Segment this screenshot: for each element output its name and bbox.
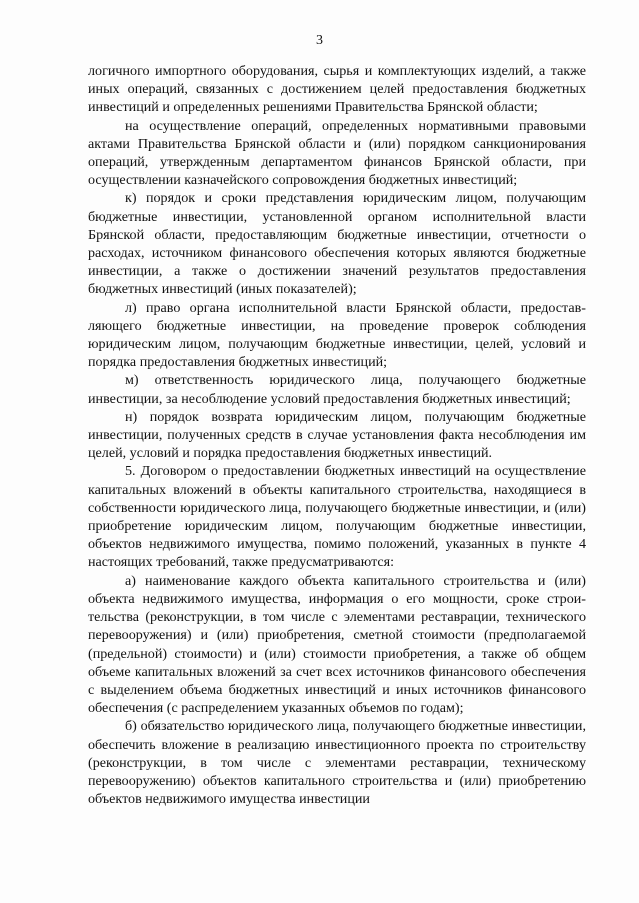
page-number: 3 (316, 33, 323, 48)
paragraph-section-5: 5. Договором о предоставлении бюджетных инвестиций на осуществление капитальных вложений в объекты капитального строительства, находящиеся в собственности юридического лица, получающего бюджетные инвестиции, и (или) приобретение юридическим лицом, получающим бюджетные инвестиции, объектов недвижимого имущества, помимо положений, указанных в пункте 4 настоящих требований, также предусматриваются: (88, 463, 586, 571)
paragraph-item-m: м) ответственность юридического лица, получающего бюджетные инвестиции, за несоблюдение условий предоставления бюджетных инвестиций; (88, 372, 586, 407)
paragraph-item-k: к) порядок и сроки представления юридическим лицом, получающим бюджетные инвестиции, установленной органом исполнительной власти Брянской области, предоставляющим бюджетные инвестиции, отчетности о расходах, источником финансового обеспечения которых являются бюджетные инвестиции, а также о достижении значений результатов предоставления бюджетных инвестиций (иных показателей); (88, 190, 586, 298)
paragraph-treasury-operations: на осуществление операций, определенных нормативными правовыми актами Правительства Брянской области и (или) порядком санкционирования операций, утвержденным департаментом финансов Брянской области, при осуществлении казначейского сопровождения бюджетных инвестиций; (88, 117, 586, 189)
paragraph-item-a: а) наименование каждого объекта капитального строительства и (или) объекта недвижимого имущества, информация о его мощности, сроке строительства (реконструкции, в том числе с элементами реставрации, технического перевооружения) и (или) приобретения, сметной стоимости (предполагаемой (предельной) стоимости) и (или) стоимости приобретения, а также об общем объеме капитальных вложений за счет всех источников финансового обеспечения с выделением объема бюджетных инвестиций и иных источников финансового обеспечения (с распределением указанных объемов по годам); (88, 572, 586, 717)
paragraph-continuation: логичного импортного оборудования, сырья и комплектующих изделий, а также иных операций, связанных с достижением целей предоставления бюджетных инвестиций и определенных решениями Правительства Брянской области; (88, 63, 586, 116)
paragraph-item-b: б) обязательство юридического лица, получающего бюджетные инвестиции, обеспечить вложение в реализацию инвестиционного проекта по строительству (реконструкции, в том числе с элементами реставрации, техническому перевооружению) объектов капитального строительства и (или) приобретению объектов недвижимого имущества инвестиции (88, 718, 586, 808)
document-body (88, 62, 586, 808)
paragraph-item-n: н) порядок возврата юридическим лицом, получающим бюджетные инвестиции, полученных средств в случае установления факта несоблюдения им целей, условий и порядка предоставления бюджетных инвестиций. (88, 408, 586, 462)
paragraph-item-l: л) право органа исполнительной власти Брянской области, предоставляющего бюджетные инвестиции, на проведение проверок соблюдения юридическим лицом, получающим бюджетные инвестиции, целей, условий и порядка предоставления бюджетных инвестиций; (88, 299, 586, 371)
